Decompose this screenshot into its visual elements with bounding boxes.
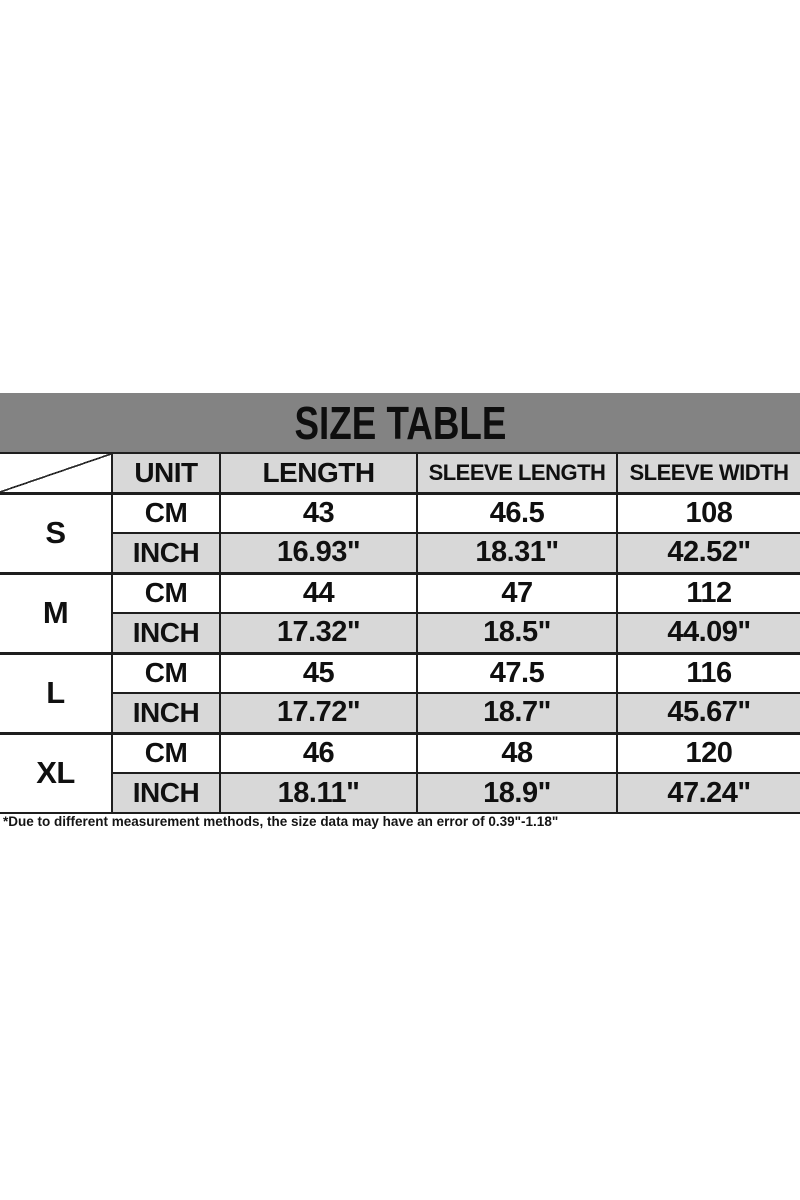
value-cell: 18.11" [220,773,417,813]
size-table-title-band [0,393,800,452]
value-cell: 42.52" [617,533,800,573]
row-s-inch [0,533,800,573]
value-cell: 120 [617,733,800,773]
value-cell: 45.67" [617,693,800,733]
value-cell: 17.32" [220,613,417,653]
row-m-inch [0,613,800,653]
value-cell: 16.93" [220,533,417,573]
value-cell: 18.7" [417,693,617,733]
size-table-title: SIZE TABLE [294,396,506,449]
unit-cell: INCH [112,613,220,653]
unit-cell: CM [112,733,220,773]
size-table [0,452,800,814]
size-label: L [0,653,112,733]
value-cell: 46 [220,733,417,773]
row-l-inch [0,693,800,733]
value-cell: 108 [617,493,800,533]
unit-cell: CM [112,493,220,533]
unit-cell: CM [112,653,220,693]
column-header-sleeve-width: SLEEVE WIDTH [617,453,800,493]
header-row [0,453,800,493]
value-cell: 116 [617,653,800,693]
value-cell: 18.31" [417,533,617,573]
diagonal-corner-cell [0,453,112,493]
value-cell: 18.5" [417,613,617,653]
column-header-length: LENGTH [220,453,417,493]
unit-cell: INCH [112,693,220,733]
measurement-disclaimer: *Due to different measurement methods, the size data may have an error of 0.39"-1.18" [3,814,559,829]
value-cell: 18.9" [417,773,617,813]
value-cell: 112 [617,573,800,613]
value-cell: 47.5 [417,653,617,693]
value-cell: 43 [220,493,417,533]
column-header-sleeve-length: SLEEVE LENGTH [417,453,617,493]
row-s-cm [0,493,800,533]
value-cell: 44.09" [617,613,800,653]
unit-cell: INCH [112,533,220,573]
value-cell: 48 [417,733,617,773]
value-cell: 17.72" [220,693,417,733]
row-l-cm [0,653,800,693]
value-cell: 45 [220,653,417,693]
value-cell: 44 [220,573,417,613]
row-xl-cm [0,733,800,773]
column-header-unit: UNIT [112,453,220,493]
value-cell: 46.5 [417,493,617,533]
value-cell: 47 [417,573,617,613]
size-label: XL [0,733,112,813]
unit-cell: INCH [112,773,220,813]
row-xl-inch [0,773,800,813]
unit-cell: CM [112,573,220,613]
size-label: S [0,493,112,573]
size-label: M [0,573,112,653]
row-m-cm [0,573,800,613]
value-cell: 47.24" [617,773,800,813]
